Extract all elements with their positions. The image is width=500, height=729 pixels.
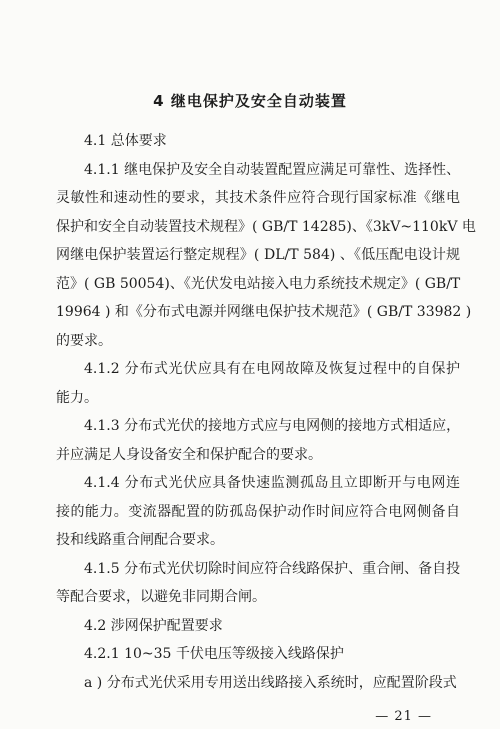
paragraph-4-1-4-line: 4.1.4 分布式光伏应具备快速监测孤岛且立即断开与电网连 <box>84 475 460 491</box>
section-heading-4-2: 4.2 涉网保护配置要求 <box>84 617 223 634</box>
paragraph-4-1-1-line: 范》( GB 50054)、《光伏发电站接入电力系统技术规定》( GB/T <box>56 275 461 292</box>
chapter-title: 4 继电保护及安全自动装置 <box>153 92 347 110</box>
paragraph-4-1-1-line: 网继电保护装置运行整定规程》( DL/T 584) 、《低压配电设计规 <box>56 247 460 263</box>
paragraph-4-1-5-line: 等配合要求，以避免非同期合闸。 <box>56 589 266 605</box>
item-a-line: a ) 分布式光伏采用专用送出线路接入系统时，应配置阶段式 <box>84 674 457 691</box>
paragraph-4-1-3-line: 4.1.3 分布式光伏的接地方式应与电网侧的接地方式相适应， <box>84 418 461 434</box>
section-heading-4-1: 4.1 总体要求 <box>84 133 167 149</box>
section-heading-4-2-1: 4.2.1 10~35 千伏电压等级接入线路保护 <box>84 646 344 662</box>
paragraph-4-1-5-line: 4.1.5 分布式光伏切除时间应符合线路保护、重合闸、备自投 <box>84 560 461 577</box>
paragraph-4-1-1-line: 的要求。 <box>56 332 112 349</box>
paragraph-4-1-1-line: 灵敏性和速动性的要求，其技术条件应符合现行国家标准《继电 <box>56 190 460 206</box>
paragraph-4-1-3-line: 并应满足人身设备安全和保护配合的要求。 <box>56 446 322 463</box>
paragraph-4-1-1-line: 保护和安全自动装置技术规程》( GB/T 14285)、《3kV~110kV 电 <box>56 218 476 235</box>
paragraph-4-1-4-line: 接的能力。变流器配置的防孤岛保护动作时间应符合电网侧备自 <box>56 503 460 520</box>
paragraph-4-1-4-line: 投和线路重合闸配合要求。 <box>56 532 224 548</box>
paragraph-4-1-2-line: 能力。 <box>56 389 98 406</box>
paragraph-4-1-2-line: 4.1.2 分布式光伏应具有在电网故障及恢复过程中的自保护 <box>84 361 460 377</box>
page-number: — 21 — <box>375 709 432 724</box>
paragraph-4-1-1-line: 4.1.1 继电保护及安全自动装置配置应满足可靠性、选择性、 <box>84 161 461 178</box>
paragraph-4-1-1-line: 19964 ) 和《分布式电源并网继电保护技术规范》( GB/T 33982 ) <box>56 304 472 320</box>
